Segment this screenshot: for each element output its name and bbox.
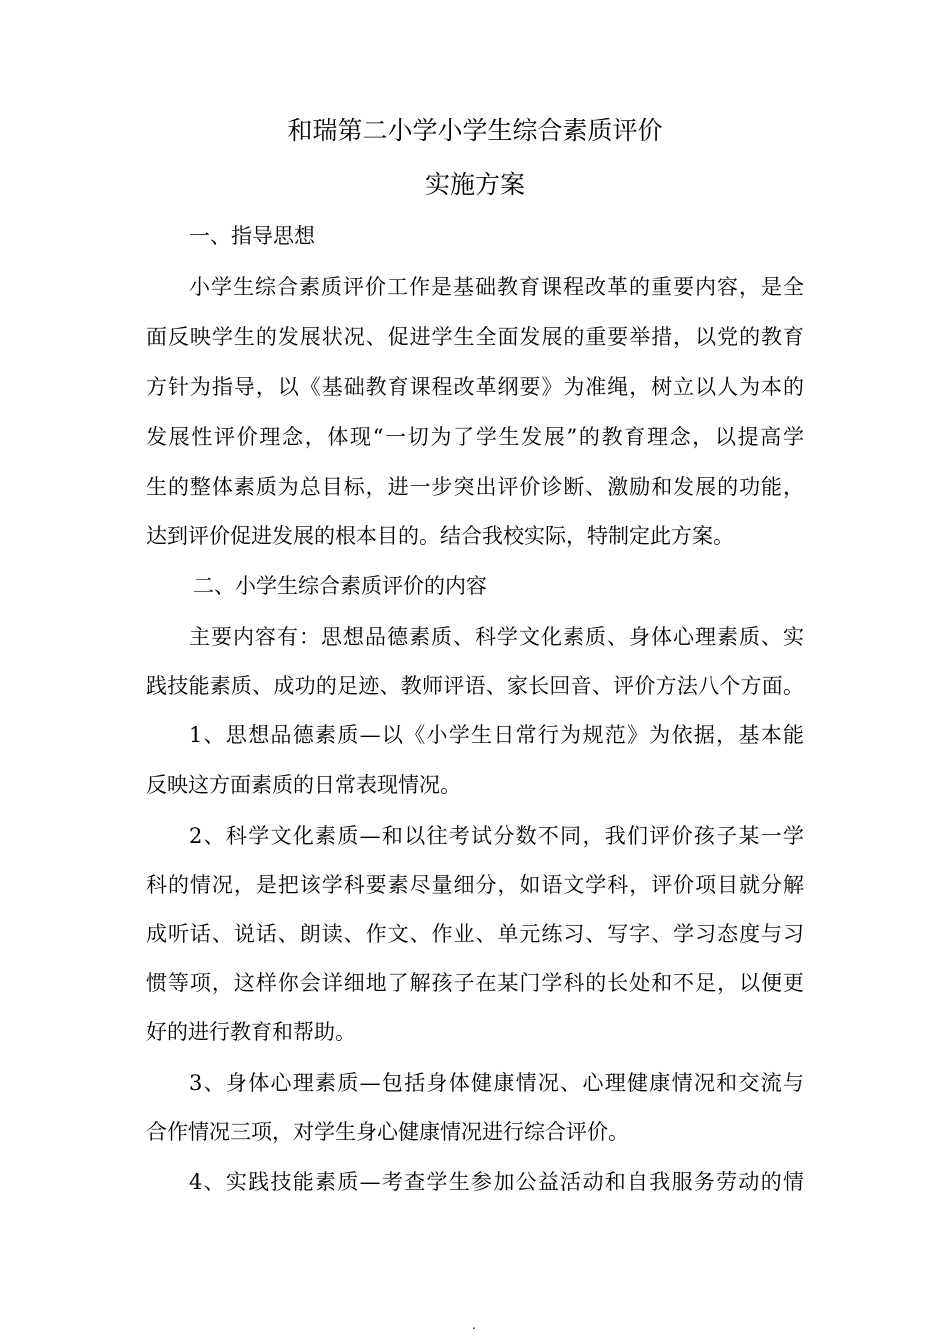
list-item-line: 1、思想品德素质—以《小学生日常行为规范》为依据，基本能 <box>189 723 804 747</box>
paragraph-line: 生的整体素质为总目标，进一步突出评价诊断、激励和发展的功能， <box>146 475 804 499</box>
page-marker: . <box>472 1318 476 1332</box>
document-subtitle: 实施方案 <box>424 170 525 199</box>
paragraph-line: 践技能素质、成功的足迹、教师评语、家长回音、评价方法八个方面。 <box>146 674 804 698</box>
list-item-line: 4、实践技能素质—考查学生参加公益活动和自我服务劳动的情 <box>189 1170 804 1194</box>
list-item-line: 好的进行教育和帮助。 <box>146 1020 356 1044</box>
list-item-line: 合作情况三项，对学生身心健康情况进行综合评价。 <box>146 1120 629 1144</box>
section-heading-guiding-ideology: 一、指导思想 <box>189 224 315 248</box>
list-item-line: 惯等项，这样你会详细地了解孩子在某门学科的长处和不足，以便更 <box>146 971 804 995</box>
paragraph-line: 面反映学生的发展状况、促进学生全面发展的重要举措，以党的教育 <box>146 325 804 349</box>
list-item-line: 反映这方面素质的日常表现情况。 <box>146 773 461 797</box>
section-heading-evaluation-content: 二、小学生综合素质评价的内容 <box>193 574 487 598</box>
list-item-line: 3、身体心理素质—包括身体健康情况、心理健康情况和交流与 <box>189 1071 804 1095</box>
paragraph-line: 小学生综合素质评价工作是基础教育课程改革的重要内容，是全 <box>189 275 804 299</box>
list-item-line: 2、科学文化素质—和以往考试分数不同，我们评价孩子某一学 <box>189 824 804 848</box>
paragraph-line: 发展性评价理念，体现“一切为了学生发展”的教育理念，以提高学 <box>146 425 804 449</box>
list-item-line: 成听话、说话、朗读、作文、作业、单元练习、写字、学习态度与习 <box>146 922 804 946</box>
paragraph-line: 达到评价促进发展的根本目的。结合我校实际，特制定此方案。 <box>146 524 734 548</box>
list-item-line: 科的情况，是把该学科要素尽量细分，如语文学科，评价项目就分解 <box>146 873 804 897</box>
paragraph-line: 方针为指导，以《基础教育课程改革纲要》为准绳，树立以人为本的 <box>146 375 804 399</box>
document-title: 和瑞第二小学小学生综合素质评价 <box>287 116 663 145</box>
paragraph-line: 主要内容有：思想品德素质、科学文化素质、身体心理素质、实 <box>189 625 804 649</box>
